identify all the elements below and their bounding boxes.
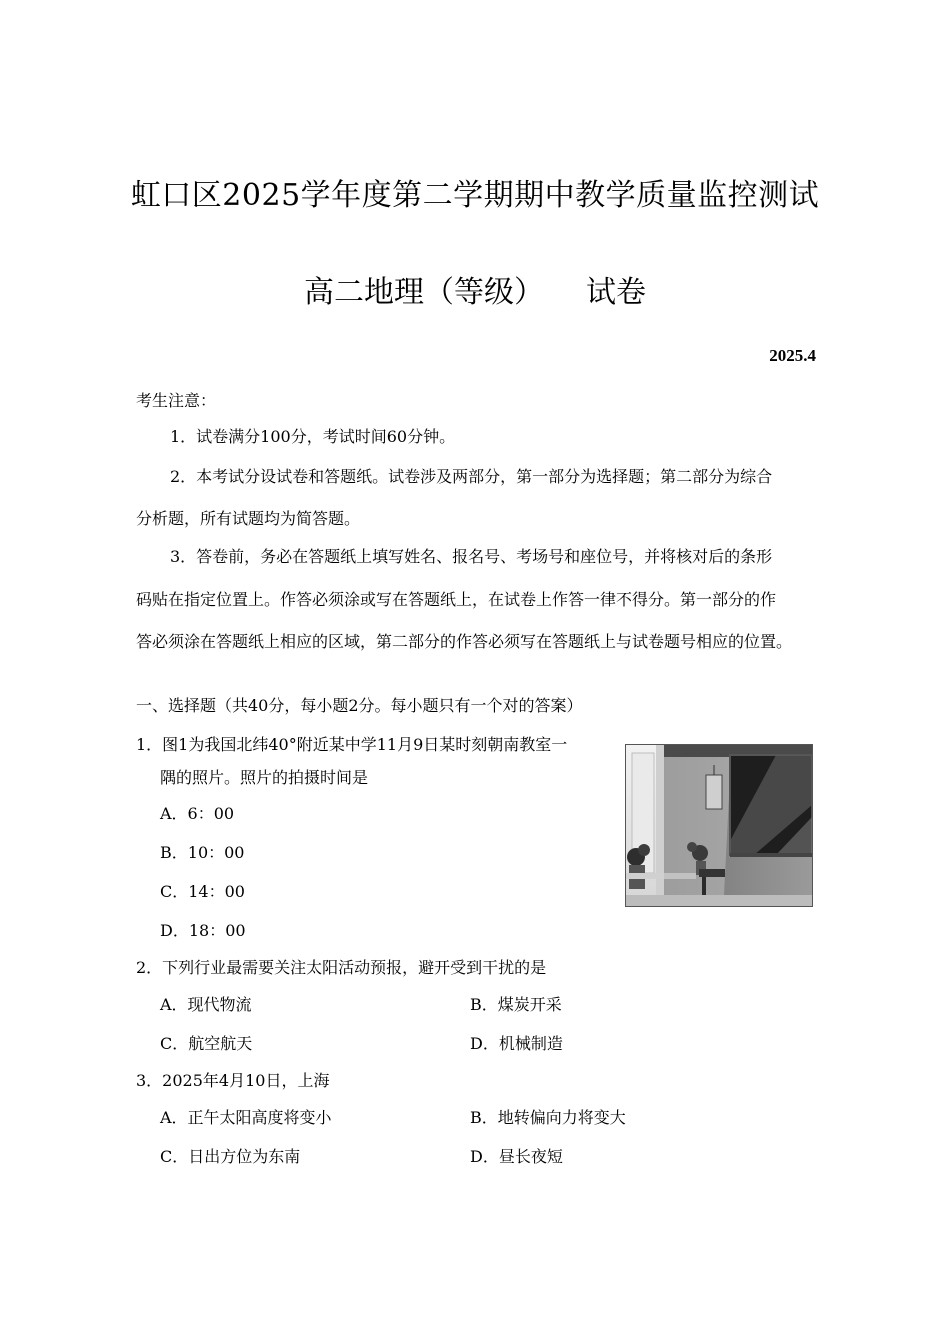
question-2-option-a: A．现代物流	[160, 995, 252, 1014]
question-1-option-a: A．6：00	[160, 804, 235, 823]
question-3-option-b: B．地转偏向力将变大	[470, 1108, 626, 1127]
question-2-option-b: B．煤炭开采	[470, 995, 562, 1014]
question-2-stem: 2．下列行业最需要关注太阳活动预报，避开受到干扰的是	[136, 958, 547, 977]
notice-heading: 考生注意：	[136, 391, 217, 410]
notice-item-2-line1: 2．本考试分设试卷和答题纸。试卷涉及两部分，第一部分为选择题；第二部分为综合	[170, 467, 773, 486]
question-3-option-d: D．昼长夜短	[470, 1147, 563, 1166]
question-3-option-c: C．日出方位为东南	[160, 1147, 301, 1166]
question-2-option-c: C．航空航天	[160, 1034, 253, 1053]
question-1-stem-line1: 1．图1为我国北纬40°附近某中学11月9日某时刻朝南教室一	[136, 735, 568, 754]
notice-item-1: 1．试卷满分100分，考试时间60分钟。	[170, 427, 456, 446]
question-1-option-b: B．10：00	[160, 843, 245, 862]
question-1-stem-line2: 隅的照片。照片的拍摄时间是	[160, 768, 369, 787]
classroom-photo	[625, 744, 813, 907]
question-1-option-c: C．14：00	[160, 882, 245, 901]
notice-item-3-line1: 3．答卷前，务必在答题纸上填写姓名、报名号、考场号和座位号，并将核对后的条形	[170, 547, 773, 566]
exam-subtitle	[0, 267, 950, 311]
subtitle-subject: 高二地理（等级）	[304, 275, 544, 310]
notice-item-3-line3: 答必须涂在答题纸上相应的区域，第二部分的作答必须写在答题纸上与试卷题号相应的位置。	[136, 632, 793, 651]
exam-date: 2025.4	[769, 346, 816, 365]
question-3-option-a: A．正午太阳高度将变小	[160, 1108, 332, 1127]
exam-title: 虹口区2025学年度第二学期期中教学质量监控测试	[130, 178, 820, 213]
question-3-stem: 3．2025年4月10日，上海	[136, 1071, 330, 1090]
notice-item-2-line2: 分析题，所有试题均为简答题。	[136, 509, 361, 528]
question-2-option-d: D．机械制造	[470, 1034, 563, 1053]
section-heading: 一、选择题（共40分，每小题2分。每小题只有一个对的答案）	[136, 696, 583, 715]
subtitle-paper: 试卷	[586, 275, 646, 310]
notice-item-3-line2: 码贴在指定位置上。作答必须涂或写在答题纸上，在试卷上作答一律不得分。第一部分的作	[136, 590, 777, 609]
question-1-option-d: D．18：00	[160, 921, 246, 940]
